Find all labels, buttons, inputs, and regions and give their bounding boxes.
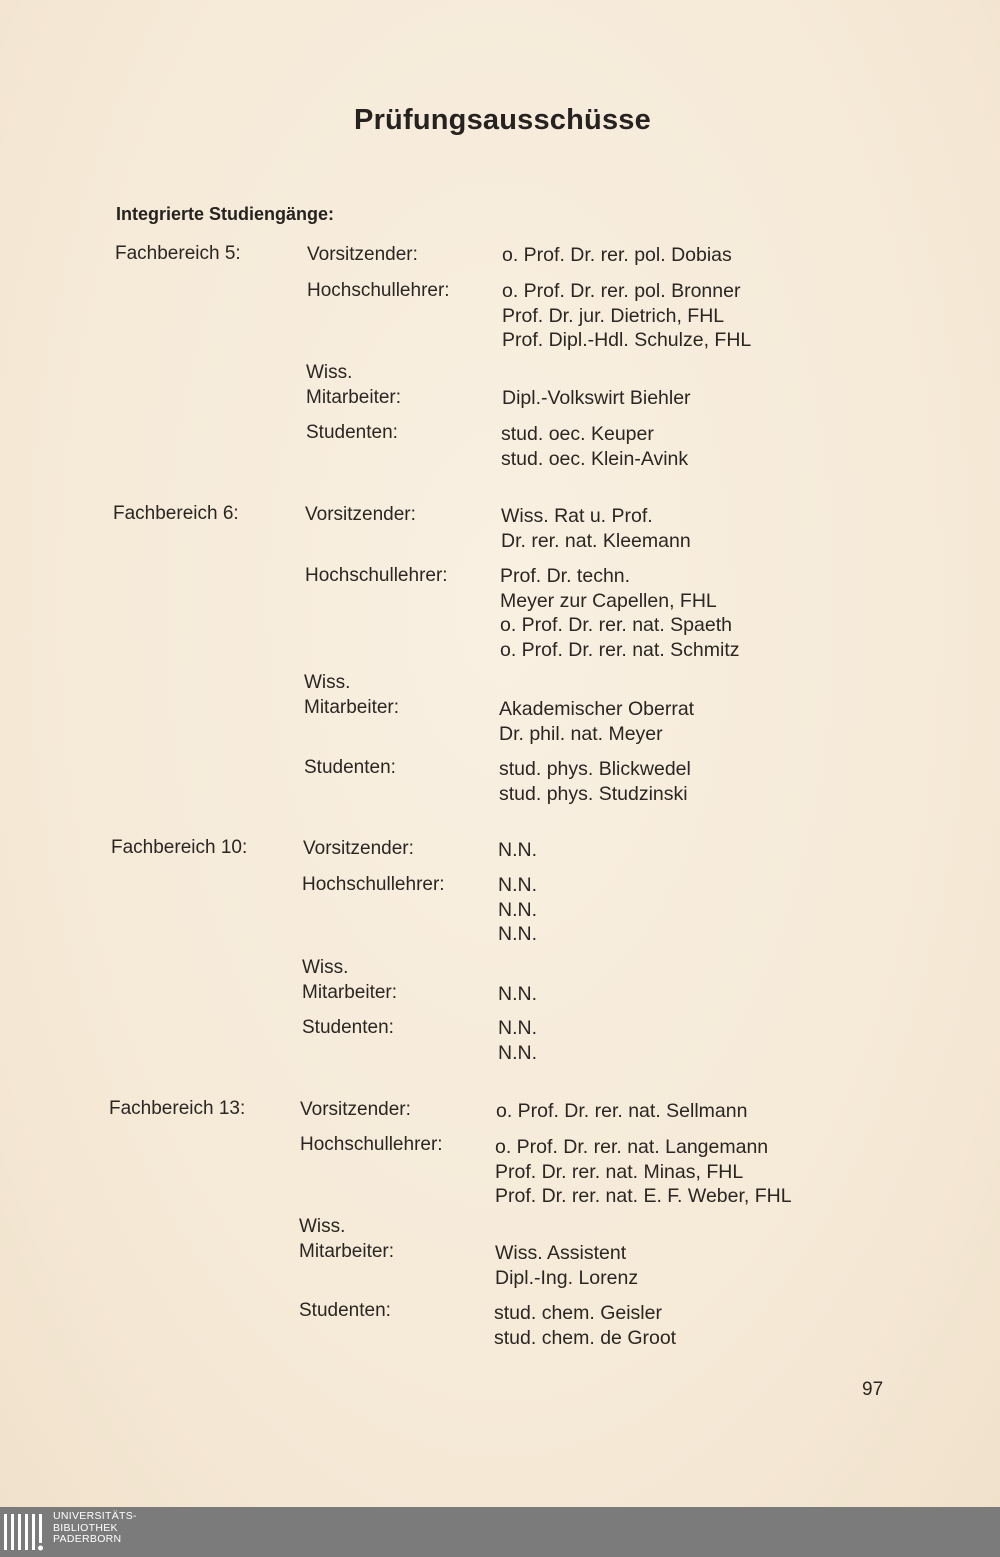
name-entry: Prof. Dr. rer. nat. E. F. Weber, FHL [495, 1185, 792, 1207]
role-label-line: Mitarbeiter: [302, 981, 398, 1003]
names-studenten [501, 422, 688, 471]
name-entry: o. Prof. Dr. rer. nat. Langemann [495, 1136, 769, 1158]
name-entry: Akademischer Oberrat [499, 698, 695, 720]
role-label-wiss-mitarbeiter [299, 1215, 394, 1264]
role-label-wiss-mitarbeiter [306, 361, 401, 410]
name-entry: Dipl.-Ing. Lorenz [495, 1266, 639, 1289]
name-entry: Meyer zur Capellen, FHL [500, 589, 717, 612]
name-entry: stud. chem. de Groot [494, 1326, 677, 1349]
page-title: Prüfungsausschüsse [354, 104, 651, 136]
role-label-hochschullehrer: Hochschullehrer: [305, 565, 448, 586]
subheading: Integrierte Studiengänge: [116, 204, 335, 224]
names-wiss-mitarbeiter [498, 982, 537, 1007]
role-label-line: Wiss. [304, 672, 351, 693]
name-entry: Dr. phil. nat. Meyer [499, 722, 663, 745]
role-label-line: Mitarbeiter: [304, 696, 400, 718]
name-entry: o. Prof. Dr. rer. pol. Bronner [502, 280, 741, 302]
names-studenten [498, 1016, 537, 1065]
role-label-line: Mitarbeiter: [299, 1240, 395, 1262]
role-label-line: Wiss. [299, 1216, 346, 1237]
name-entry: Wiss. Rat u. Prof. [501, 505, 653, 527]
role-label-hochschullehrer: Hochschullehrer: [302, 874, 445, 895]
role-label-line: Mitarbeiter: [306, 386, 402, 408]
role-label-studenten: Studenten: [299, 1300, 391, 1321]
names-hochschullehrer [500, 564, 740, 662]
name-entry: o. Prof. Dr. rer. nat. Sellmann [496, 1100, 748, 1122]
role-label-vorsitzender: Vorsitzender: [307, 244, 418, 265]
page-number: 97 [862, 1379, 884, 1400]
name-entry: stud. oec. Klein-Avink [501, 447, 689, 470]
logo-line: UNIVERSITÄTS- [53, 1510, 137, 1522]
role-label-line: Wiss. [306, 362, 353, 383]
section-label: Fachbereich 13: [109, 1098, 246, 1119]
name-entry: o. Prof. Dr. rer. nat. Schmitz [500, 638, 740, 661]
names-wiss-mitarbeiter [495, 1241, 638, 1290]
names-hochschullehrer [502, 279, 751, 353]
role-label-studenten: Studenten: [302, 1017, 394, 1038]
library-logo-text [53, 1511, 137, 1546]
name-entry: N.N. [498, 923, 537, 945]
names-wiss-mitarbeiter [499, 697, 694, 746]
role-label-line: Wiss. [302, 957, 349, 978]
role-label-vorsitzender: Vorsitzender: [300, 1099, 411, 1120]
role-label-hochschullehrer: Hochschullehrer: [307, 280, 450, 301]
name-entry: stud. phys. Studzinski [499, 782, 688, 805]
name-entry: o. Prof. Dr. rer. pol. Dobias [502, 244, 732, 266]
names-hochschullehrer [495, 1135, 792, 1209]
role-label-studenten: Studenten: [306, 422, 398, 443]
role-label-studenten: Studenten: [304, 757, 396, 778]
name-entry: Dr. rer. nat. Kleemann [501, 529, 691, 552]
name-entry: Prof. Dr. techn. [500, 565, 631, 587]
name-entry: N.N. [498, 983, 537, 1005]
name-entry: stud. chem. Geisler [494, 1302, 662, 1324]
names-vorsitzender [502, 243, 732, 268]
section-label: Fachbereich 10: [111, 837, 248, 858]
section-label: Fachbereich 5: [115, 243, 241, 264]
names-studenten [499, 757, 691, 806]
name-entry: stud. oec. Keuper [501, 423, 654, 445]
role-label-hochschullehrer: Hochschullehrer: [300, 1134, 443, 1155]
role-label-wiss-mitarbeiter [304, 671, 399, 720]
name-entry: Prof. Dr. jur. Dietrich, FHL [502, 304, 725, 327]
name-entry: N.N. [498, 839, 537, 861]
names-hochschullehrer [498, 873, 537, 947]
name-entry: stud. phys. Blickwedel [499, 758, 691, 780]
logo-line: BIBLIOTHEK [53, 1521, 118, 1534]
name-entry: Wiss. Assistent [495, 1242, 627, 1264]
role-label-wiss-mitarbeiter [302, 956, 397, 1005]
role-label-vorsitzender: Vorsitzender: [303, 838, 414, 859]
name-entry: Prof. Dr. rer. nat. Minas, FHL [495, 1160, 744, 1183]
names-vorsitzender [498, 838, 537, 863]
name-entry: N.N. [498, 874, 537, 896]
names-studenten [494, 1301, 676, 1350]
names-vorsitzender [501, 504, 691, 553]
role-label-vorsitzender: Vorsitzender: [305, 504, 416, 525]
name-entry: o. Prof. Dr. rer. nat. Spaeth [500, 614, 732, 636]
library-logo-icon [3, 1510, 47, 1554]
name-entry: Prof. Dipl.-Hdl. Schulze, FHL [502, 329, 752, 351]
library-footer-bar [0, 1507, 1000, 1557]
logo-line: PADERBORN [53, 1533, 122, 1545]
name-entry: N.N. [498, 898, 537, 921]
names-wiss-mitarbeiter [502, 386, 691, 411]
name-entry: N.N. [498, 1041, 537, 1064]
name-entry: Dipl.-Volkswirt Biehler [502, 387, 691, 409]
name-entry: N.N. [498, 1017, 537, 1039]
section-label: Fachbereich 6: [113, 503, 239, 524]
names-vorsitzender [496, 1099, 747, 1124]
